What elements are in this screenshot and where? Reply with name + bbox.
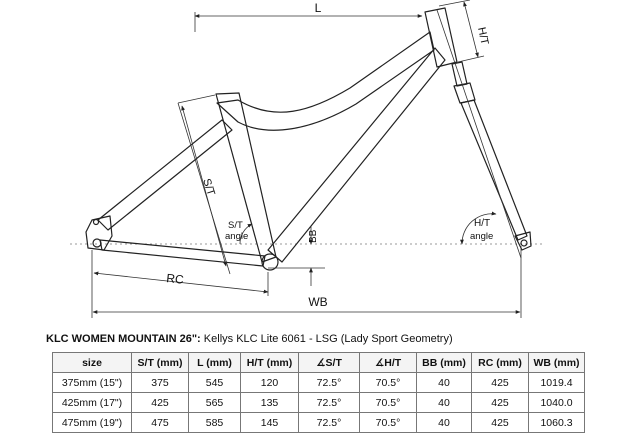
table-cell: 145 bbox=[241, 413, 299, 433]
rear-center-label: RC bbox=[165, 271, 185, 287]
table-cell: 425mm (17") bbox=[53, 393, 132, 413]
table-cell: 1040.0 bbox=[529, 393, 585, 413]
table-cell: 72.5° bbox=[299, 373, 360, 393]
head-tube-angle-label-line1: H/T bbox=[474, 218, 491, 229]
fork-leg bbox=[461, 100, 527, 240]
table-cell: 70.5° bbox=[360, 413, 417, 433]
header-seat-tube: S/T (mm) bbox=[132, 353, 189, 373]
front-axle bbox=[521, 240, 527, 246]
fork-steerer bbox=[452, 62, 467, 86]
top-tube bbox=[217, 32, 434, 130]
table-cell: 40 bbox=[417, 413, 472, 433]
rear-axle bbox=[93, 239, 101, 247]
table-cell: 585 bbox=[189, 413, 241, 433]
head-tube-bottom-extension bbox=[458, 56, 484, 62]
table-header-row bbox=[53, 353, 585, 373]
seat-line-extension bbox=[178, 95, 215, 103]
header-bb-drop: BB (mm) bbox=[417, 353, 472, 373]
table-cell: 565 bbox=[189, 393, 241, 413]
head-tube bbox=[425, 8, 457, 67]
seat-tube-angle-label-line1: S/T bbox=[228, 220, 243, 231]
header-head-tube-angle: ∡H/T bbox=[360, 353, 417, 373]
table-cell: 425 bbox=[472, 413, 529, 433]
table-row bbox=[53, 393, 585, 413]
table-cell: 40 bbox=[417, 373, 472, 393]
table-cell: 425 bbox=[472, 373, 529, 393]
table-cell: 70.5° bbox=[360, 393, 417, 413]
head-tube-top-extension bbox=[439, 0, 470, 6]
table-cell: 72.5° bbox=[299, 393, 360, 413]
head-tube-angle-label-line2: angle bbox=[470, 231, 494, 242]
caption-subtitle: Kellys KLC Lite 6061 - LSG (Lady Sport Geometry) bbox=[200, 333, 453, 345]
header-length: L (mm) bbox=[189, 353, 241, 373]
header-wheelbase: WB (mm) bbox=[529, 353, 585, 373]
table-cell: 1019.4 bbox=[529, 373, 585, 393]
table-cell: 120 bbox=[241, 373, 299, 393]
table-cell: 72.5° bbox=[299, 413, 360, 433]
head-tube-label: H/T bbox=[475, 26, 491, 46]
table-cell: 375mm (15") bbox=[53, 373, 132, 393]
table-row bbox=[53, 373, 585, 393]
table-cell: 375 bbox=[132, 373, 189, 393]
table-cell: 1060.3 bbox=[529, 413, 585, 433]
header-rear-center: RC (mm) bbox=[472, 353, 529, 373]
header-size: size bbox=[53, 353, 132, 373]
header-seat-tube-angle: ∡S/T bbox=[299, 353, 360, 373]
bb-label: BB bbox=[308, 229, 319, 243]
wheelbase-label: WB bbox=[308, 295, 328, 309]
table-cell: 475 bbox=[132, 413, 189, 433]
caption-title: KLC WOMEN MOUNTAIN 26": bbox=[46, 333, 201, 345]
table-cell: 545 bbox=[189, 373, 241, 393]
length-label: L bbox=[314, 1, 322, 15]
geometry-caption bbox=[46, 333, 453, 345]
table-cell: 70.5° bbox=[360, 373, 417, 393]
geometry-table bbox=[52, 352, 585, 433]
table-cell: 475mm (19") bbox=[53, 413, 132, 433]
header-head-tube: H/T (mm) bbox=[241, 353, 299, 373]
table-cell: 425 bbox=[132, 393, 189, 413]
seat-tube-angle-label-line2: angle bbox=[225, 231, 249, 242]
seat-tube-label: S/T bbox=[200, 177, 217, 198]
table-cell: 135 bbox=[241, 393, 299, 413]
table-row bbox=[53, 413, 585, 433]
table-cell: 425 bbox=[472, 393, 529, 413]
table-cell: 40 bbox=[417, 393, 472, 413]
down-tube bbox=[268, 48, 445, 262]
